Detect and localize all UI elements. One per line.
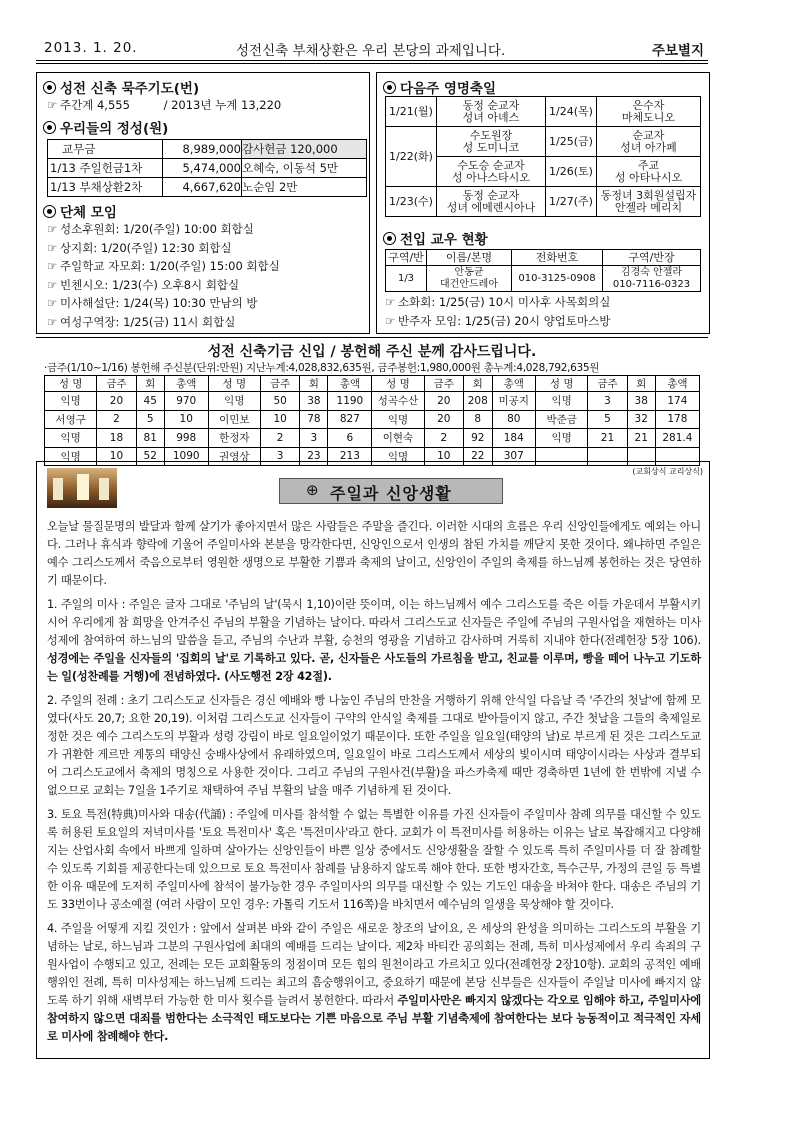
fund-cell: 80	[492, 410, 536, 429]
fund-cell: 92	[464, 429, 493, 448]
nameday-saint: 동정 순교자 성녀 아녜스	[437, 97, 546, 127]
meeting-text: 상지회: 1/20(주일) 12:30 회합실	[60, 240, 232, 255]
offering-note: 감사헌금 120,000	[242, 140, 367, 159]
nameday-heading	[383, 77, 496, 97]
article-title-box	[279, 478, 503, 504]
table-row	[386, 127, 701, 157]
column-header: 성 명	[208, 376, 260, 392]
column-header: 금주	[260, 376, 299, 392]
offering-amount: 5,474,000	[163, 159, 242, 178]
cross-icon: ⊕	[306, 481, 319, 499]
fund-cell: 익명	[536, 429, 588, 448]
fund-cell: 2	[260, 429, 299, 448]
circle-bullet-icon	[383, 232, 396, 245]
paragraph-text: 4. 주일을 어떻게 지킬 것인가 : 앞에서 살펴본 바와 같이 주일은 새로운 창조의 날이요, 온 세상의 완성을 의미하는 그리스도의 부활을 기념하는 날로, 하느님과 그분의 구원사업에 최대의 예배를 드리는 날이다. 제2차 바티칸 공의회는 전례, 특히 미사성제에서 우리 속죄의 구원사업이 수행되고 있고, 전례는 모든 교회활동의 정점이며 모든 힘의 원천이라고 가르치고 있다(전례헌장 2장10항). 교회의 공적인 예배행위인 전례, 특히 미사성제는 하느님께 드리는 최고의 흠숭행위이고, 중요하기 때문에 본당 신부들은 신자들이 주일날 미사에 빠지지 않도록 하기 위해 새벽부터 가능한 한 미사 횟수를 늘려서 봉헌한다. 따라서	[47, 922, 701, 1007]
right-info-box	[376, 72, 710, 334]
table-row	[45, 392, 700, 411]
fund-table	[44, 375, 700, 466]
fund-cell: 32	[627, 410, 655, 429]
page-header	[36, 36, 708, 61]
meeting-text: 미사해설단: 1/24(목) 10:30 만남의 방	[60, 296, 258, 311]
fund-cell: 52	[136, 447, 164, 466]
offering-amount: 8,989,000	[163, 140, 242, 159]
fund-cell: 3	[588, 392, 627, 411]
pointer-icon: ☞	[47, 296, 58, 311]
paragraph-keeping-sunday	[47, 920, 701, 1046]
column-header: 금주	[97, 376, 136, 392]
fund-cell: 성곡수산	[372, 392, 424, 411]
table-header-row	[45, 376, 700, 392]
list-item	[47, 257, 280, 276]
fund-cell: 이현숙	[372, 429, 424, 448]
nameday-saint: 동정녀 3회원설립자 안젤라 메리치	[597, 187, 701, 217]
paragraph-vigil-mass: 3. 토요 특전(特典)미사와 대송(代誦) : 주일에 미사를 참석할 수 없는 특별한 이유를 가진 신자들이 주일미사 참례 의무를 대신할 수 있도록 허용된 토요일의 저녁미사를 '토요 특전미사' 혹은 '특전미사'라고 한다. 교회가 이 특전미사를 허용하는 이유는 날로 복잡해지고 다양해지는 산업사회 속에서 바쁘게 일하며 살아가는 신앙인들이 바쁜 일상 중에서도 신앙생활을 잘할 수 있도록 특히 주일미사를 더 잘 참례할 수 있도록 기회를 제공한다는데 있으므로 토요 특전미사 참례를 남용하지 않도록 해야 한다. 또한 병자간호, 특수근무, 가정의 큰일 등 특별한 이유 때문에 도저히 주일미사에 참석이 불가능한 경우 주일미사의 의무를 대신할 수 있는 기도인 대송을 바쳐야 한다. 대송은 주님의 기도 33번이나 공소예절 (여러 사람이 모인 경우: 가톨릭 기도서 116쪽)을 바치면서 예수님의 일생을 묵상해야 할 것이다.	[47, 808, 701, 911]
paragraph-intro: 오늘날 물질문명의 발달과 함께 살기가 좋아지면서 많은 사람들은 주말을 즐긴다. 이러한 시대의 흐름은 우리 신앙인들에게도 예외는 아니다. 그러나 휴식과 향락에 기울어 주일미사와 본분을 망각한다면, 신앙인으로서 인생의 참된 가치를 깨닫지 못한 것이다. 왜냐하면 주일은 예수 그리스도께서 죽음으로부터 영원한 생명으로 부활한 기쁨과 축제의 날이고, 신앙인이 주일의 축제를 하느님께 봉헌하는 것은 당연하기 때문이다.	[47, 520, 701, 587]
nameday-heading-text: 다음주 영명축일	[400, 81, 496, 97]
meetings-heading-text: 단체 모임	[60, 205, 117, 221]
fund-cell: 박준금	[536, 410, 588, 429]
table-row	[48, 140, 367, 159]
table-row	[386, 97, 701, 127]
fund-cell: 174	[655, 392, 699, 411]
note-text: 반주자 모임: 1/25(금) 20시 양업토마스방	[398, 313, 611, 328]
fund-cell: 208	[464, 392, 493, 411]
offering-label: 1/13 주일헌금1차	[48, 159, 163, 178]
fund-section	[36, 337, 708, 462]
fund-cell: 45	[136, 392, 164, 411]
fund-cell: 22	[464, 447, 493, 466]
fund-cell: 281.4	[655, 429, 699, 448]
meeting-text: 성소후원회: 1/20(주일) 10:00 회합실	[60, 222, 254, 236]
fund-cell: 익명	[372, 410, 424, 429]
article-body	[47, 518, 701, 1046]
nameday-date: 1/26(토)	[546, 157, 597, 187]
transfer-table	[385, 249, 701, 292]
fund-cell: 익명	[208, 392, 260, 411]
paragraph-text: 1. 주일의 미사 : 주일은 글자 그대로 '주님의 날'(묵시 1,10)이란 뜻이며, 이는 하느님께서 예수 그리스도를 죽은 이들 가운데서 부활시키시어 우리에게 참 희망을 안겨주신 주님의 부활을 기념하는 날이다. 따라서 그리스도교 신자들은 주일에 주님의 구원사업을 재현하는 미사성제에 참여하여 하느님의 말씀을 듣고, 주님의 수난과 부활, 승천의 영광을 기념하고 감사하며 거룩히 지내야 한다(전례헌장 5장 106).	[47, 598, 701, 647]
fund-cell: 5	[136, 410, 164, 429]
list-item	[47, 239, 280, 258]
nameday-date: 1/21(월)	[386, 97, 437, 127]
column-header: 성 명	[536, 376, 588, 392]
church-altar-image	[47, 468, 117, 508]
nameday-saint: 동정 순교자 성녀 에메렌시아나	[437, 187, 546, 217]
column-header: 구역/반장	[603, 250, 701, 266]
transfer-phone: 010-3125-0908	[512, 266, 603, 292]
paragraph-emphasis: 주일미사만은 빠지지 않겠다는 각오로 임해야 하고, 주일미사에 참여하지 않으면 대죄를 범한다는 소극적인 태도보다는 기쁜 마음으로 주님 부활 기념축제에 참여한다는 보다 능동적이고 적극적인 자세로 미사에 참례해야 한다.	[47, 994, 701, 1043]
fund-cell: 38	[300, 392, 328, 411]
article-title: 주일과 신앙생활	[330, 484, 452, 503]
fund-cell: 20	[97, 392, 136, 411]
column-header: 금주	[588, 376, 627, 392]
fund-cell: 18	[97, 429, 136, 448]
column-header: 회	[627, 376, 655, 392]
column-header: 총액	[492, 376, 536, 392]
nameday-saint: 은수자 마체도니오	[597, 97, 701, 127]
table-header-row	[386, 250, 701, 266]
prayer-heading	[43, 77, 199, 97]
column-header: 구역/반	[386, 250, 427, 266]
article-box	[36, 461, 710, 1059]
fund-cell: 827	[328, 410, 372, 429]
table-row	[48, 159, 367, 178]
nameday-date: 1/24(목)	[546, 97, 597, 127]
left-info-box	[36, 72, 370, 334]
transfer-notes	[385, 293, 610, 330]
nameday-table	[385, 96, 701, 217]
fund-cell: 178	[655, 410, 699, 429]
offering-table	[47, 139, 367, 197]
column-header: 이름/본명	[427, 250, 512, 266]
fund-cell: 10	[164, 410, 208, 429]
fund-cell: 이민보	[208, 410, 260, 429]
nameday-date: 1/22(화)	[386, 127, 437, 187]
column-header: 총액	[164, 376, 208, 392]
fund-cell: 6	[328, 429, 372, 448]
fund-cell: 38	[627, 392, 655, 411]
paragraph-liturgy: 2. 주일의 전례 : 초기 그리스도교 신자들은 경신 예배와 빵 나눔인 주님의 만찬을 거행하기 위해 안식일 다음날 즉 '주간의 첫날'에 함께 모였다(사도 20,7; 요한 20,19). 이처럼 그리스도교 신자들이 구약의 안식일 축제를 그대로 받아들이지 않고, 주간 첫날을 그들의 축제일로 정한 것은 예수 그리스도의 부활과 성령 강림이 바로 일요일이었기 때문이다. 또한 주일을 일요일(태양의 날)로 부르게 된 것은 그리스도교가 귀환한 게르만 계통의 태양신 숭배사상에서 유래하였으며, 일요일이 바로 그리스도께서 세상의 빛이시며 태양이시라는 사상과 결부되어 그리스도교에서 축제의 명칭으로 사용한 것이다. 그리고 주님의 구원사건(부활)을 파스카축제 때만 경축하면 1년에 한 번밖에 지낼 수 없으므로 교회는 7일을 1주기로 채택하여 주님 부활의 날을 매주 기념하게 된 것이다.	[47, 694, 701, 797]
paragraph-mass	[47, 596, 701, 686]
pointer-icon: ☞	[47, 222, 58, 236]
article-source: (교회상식 교리상식)	[632, 467, 703, 476]
table-row	[45, 429, 700, 448]
pointer-icon: ☞	[47, 240, 58, 255]
fund-cell: 213	[328, 447, 372, 466]
list-item	[47, 220, 280, 239]
fund-cell: 익명	[536, 392, 588, 411]
transfer-leader: 김경숙 안젤라 010-7116-0323	[603, 266, 701, 292]
fund-cell: 익명	[372, 447, 424, 466]
fund-cell: 1190	[328, 392, 372, 411]
offering-heading-text: 우리들의 정성(원)	[60, 121, 169, 137]
paragraph-emphasis: 성경에는 주일을 신자들의 '집회의 날'로 기록하고 있다. 곧, 신자들은 사도들의 가르침을 받고, 친교를 이루며, 빵을 떼어 나누고 기도하는 일(성찬례를 거행)에 전념하였다. (사도행전 2장 42절).	[47, 652, 701, 683]
offering-label: 1/13 부채상환2차	[48, 178, 163, 197]
circle-bullet-icon	[43, 121, 56, 134]
offering-note: 오혜숙, 이동석 5만	[242, 159, 367, 178]
prayer-yearly: / 2013년 누계 13,220	[163, 98, 282, 112]
note-text: 소화회: 1/25(금) 10시 미사후 사목회의실	[398, 295, 611, 309]
column-header: 전화번호	[512, 250, 603, 266]
fund-cell: 5	[588, 410, 627, 429]
circle-bullet-icon	[383, 81, 396, 94]
column-header: 회	[136, 376, 164, 392]
column-header: 성 명	[45, 376, 97, 392]
circle-bullet-icon	[43, 81, 56, 94]
fund-cell: 307	[492, 447, 536, 466]
fund-cell: 8	[464, 410, 493, 429]
meeting-text: 여성구역장: 1/25(금) 11시 회합실	[60, 314, 236, 329]
pointer-icon: ☞	[47, 259, 58, 274]
column-header: 회	[300, 376, 328, 392]
fund-cell: 10	[424, 447, 463, 466]
bulletin-title: 주보별지	[651, 43, 704, 59]
transfer-name: 안동균 대건안드레아	[427, 266, 512, 292]
fund-cell: 1090	[164, 447, 208, 466]
prayer-weekly: 주간계 4,555	[60, 98, 130, 112]
fund-cell: 익명	[45, 429, 97, 448]
table-row	[48, 178, 367, 197]
header-divider	[36, 63, 708, 64]
offering-heading	[43, 117, 168, 137]
meeting-text: 주일학교 자모회: 1/20(주일) 15:00 회합실	[60, 259, 280, 274]
column-header: 성 명	[372, 376, 424, 392]
nameday-date: 1/27(주)	[546, 187, 597, 217]
fund-cell: 2	[97, 410, 136, 429]
fund-cell: 21	[627, 429, 655, 448]
fund-cell: 78	[300, 410, 328, 429]
fund-cell: 한정자	[208, 429, 260, 448]
fund-cell: 50	[260, 392, 299, 411]
nameday-date: 1/23(수)	[386, 187, 437, 217]
offering-amount: 4,667,620	[163, 178, 242, 197]
fund-cell: 184	[492, 429, 536, 448]
meeting-text: 빈첸시오: 1/23(수) 오후8시 회합실	[60, 277, 240, 292]
meetings-heading	[43, 201, 117, 221]
fund-cell: 익명	[45, 447, 97, 466]
offering-label: 교무금	[48, 140, 163, 159]
fund-cell: 3	[300, 429, 328, 448]
transfer-heading-text: 전입 교우 현황	[400, 232, 488, 248]
fund-cell: 2	[424, 429, 463, 448]
fund-cell: 21	[588, 429, 627, 448]
offering-note: 노순임 2만	[242, 178, 367, 197]
transfer-heading	[383, 228, 488, 248]
list-item	[47, 276, 280, 295]
fund-summary: ·금주(1/10~1/16) 봉헌해 주신분(단위:만원) 지난누계:4,028,832,635원, 금주봉헌:1,980,000원 총누계:4,028,792,635원	[44, 362, 600, 374]
column-header: 총액	[328, 376, 372, 392]
fund-cell: 3	[260, 447, 299, 466]
table-row	[386, 187, 701, 217]
meetings-list	[47, 220, 280, 332]
fund-cell: 970	[164, 392, 208, 411]
nameday-date: 1/25(금)	[546, 127, 597, 157]
fund-cell: 익명	[45, 392, 97, 411]
fund-cell: 81	[136, 429, 164, 448]
pointer-icon: ☞	[47, 277, 58, 292]
list-item	[385, 293, 610, 312]
pointer-icon: ☞	[385, 295, 396, 309]
fund-cell: 미공지	[492, 392, 536, 411]
fund-cell: 20	[424, 410, 463, 429]
nameday-saint: 순교자 성녀 아가페	[597, 127, 701, 157]
nameday-saint: 수도원장 성 도미니코	[437, 127, 546, 157]
pointer-icon: ☞	[47, 314, 58, 329]
fund-cell: 20	[424, 392, 463, 411]
table-row	[45, 410, 700, 429]
table-row	[386, 266, 701, 292]
bulletin-date: 2013. 1. 20.	[44, 40, 138, 56]
prayer-heading-text: 성전 신축 묵주기도(번)	[60, 81, 200, 97]
list-item	[385, 312, 610, 331]
transfer-district: 1/3	[386, 266, 427, 292]
list-item	[47, 313, 280, 332]
pointer-icon: ☞	[47, 98, 58, 112]
circle-bullet-icon	[43, 205, 56, 218]
list-item	[47, 294, 280, 313]
prayer-count	[47, 96, 281, 115]
header-slogan: 성전신축 부채상환은 우리 본당의 과제입니다.	[236, 43, 506, 59]
fund-cell: 10	[97, 447, 136, 466]
nameday-saint: 수도승 순교자 성 아나스타시오	[437, 157, 546, 187]
fund-cell: 서영구	[45, 410, 97, 429]
fund-cell: 998	[164, 429, 208, 448]
pointer-icon: ☞	[385, 313, 396, 328]
fund-cell: 23	[300, 447, 328, 466]
fund-cell: 10	[260, 410, 299, 429]
fund-cell: 권영상	[208, 447, 260, 466]
column-header: 회	[464, 376, 493, 392]
nameday-saint: 주교 성 아타나시오	[597, 157, 701, 187]
fund-title: 성전 신축기금 신입 / 봉헌해 주신 분께 감사드립니다.	[207, 344, 537, 360]
column-header: 총액	[655, 376, 699, 392]
column-header: 금주	[424, 376, 463, 392]
